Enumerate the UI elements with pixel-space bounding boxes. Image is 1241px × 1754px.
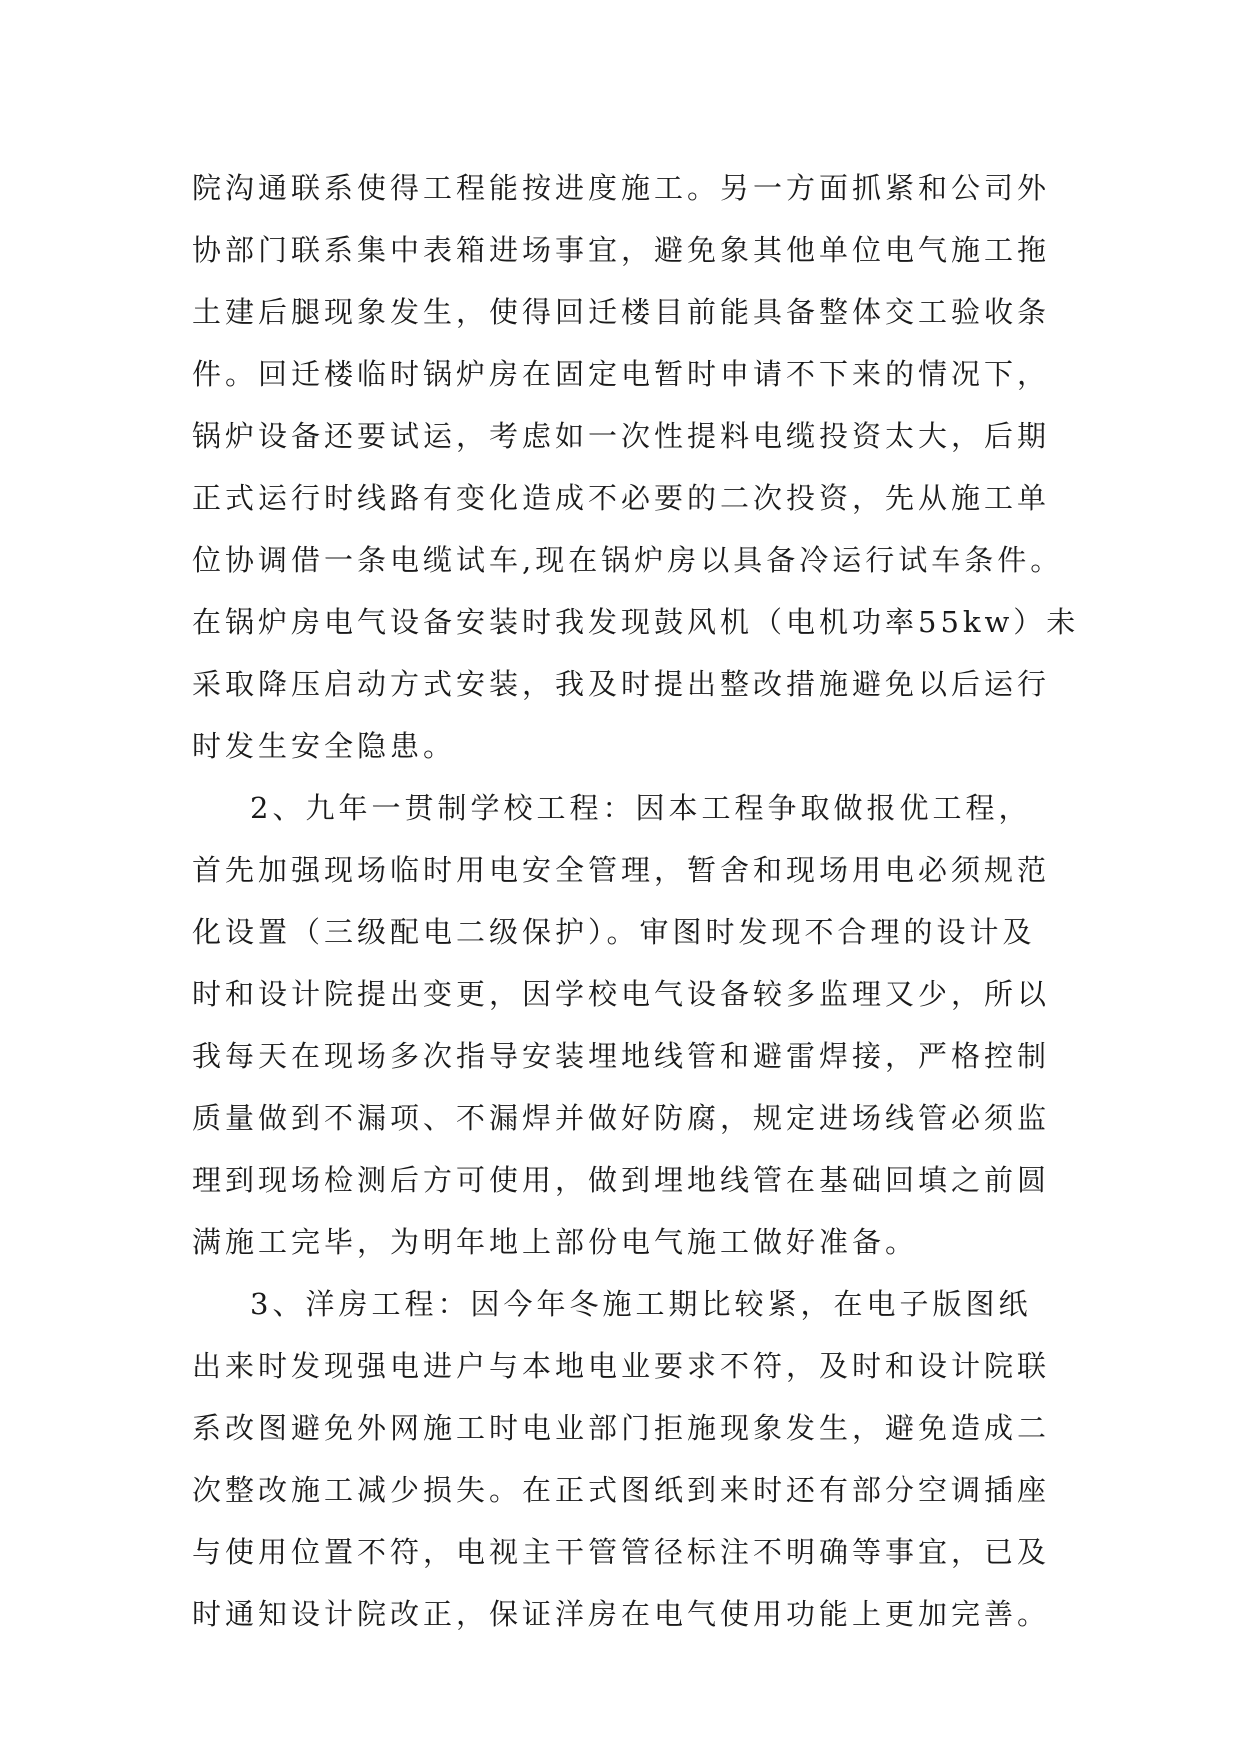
text-line: 次整改施工减少损失。在正式图纸到来时还有部分空调插座 [192,1473,1051,1507]
text-line: 理到现场检测后方可使用，做到埋地线管在基础回填之前圆 [192,1163,1051,1197]
text-line: 锅炉设备还要试运，考虑如一次性提料电缆投资太大，后期 [192,419,1051,453]
body-text [192,157,1080,1645]
text-line: 时通知设计院改正，保证洋房在电气使用功能上更加完善。 [192,1597,1051,1631]
text-line: 位协调借一条电缆试车,现在锅炉房以具备冷运行试车条件。 [192,543,1064,577]
text-line: 化设置（三级配电二级保护）。审图时发现不合理的设计及 [192,915,1036,949]
paragraph-2 [192,777,1052,1273]
text-line: 协部门联系集中表箱进场事宜，避免象其他单位电气施工拖 [192,233,1051,267]
text-line: 3、洋房工程：因今年冬施工期比较紧，在电子版图纸 [250,1287,1032,1321]
text-line: 在锅炉房电气设备安装时我发现鼓风机（电机功率55kw）未 [192,605,1080,639]
text-line: 系改图避免外网施工时电业部门拒施现象发生，避免造成二 [192,1411,1051,1445]
paragraph-3 [192,1273,1052,1645]
text-line: 时和设计院提出变更，因学校电气设备较多监理又少，所以 [192,977,1051,1011]
paragraph-1 [192,157,1080,777]
text-line: 首先加强现场临时用电安全管理，暂舍和现场用电必须规范 [192,853,1051,887]
text-line: 2、九年一贯制学校工程：因本工程争取做报优工程， [250,791,1032,825]
text-line: 满施工完毕，为明年地上部份电气施工做好准备。 [192,1225,919,1259]
text-line: 土建后腿现象发生，使得回迁楼目前能具备整体交工验收条 [192,295,1051,329]
text-line: 出来时发现强电进户与本地电业要求不符，及时和设计院联 [192,1349,1051,1383]
text-line: 采取降压启动方式安装，我及时提出整改措施避免以后运行 [192,667,1051,701]
text-line: 件。回迁楼临时锅炉房在固定电暂时申请不下来的情况下， [192,357,1051,391]
text-line: 与使用位置不符，电视主干管管径标注不明确等事宜，已及 [192,1535,1051,1569]
text-line: 院沟通联系使得工程能按进度施工。另一方面抓紧和公司外 [192,171,1051,205]
text-line: 我每天在现场多次指导安装埋地线管和避雷焊接，严格控制 [192,1039,1051,1073]
text-line: 质量做到不漏项、不漏焊并做好防腐，规定进场线管必须监 [192,1101,1051,1135]
text-line: 时发生安全隐患。 [192,729,457,763]
text-line: 正式运行时线路有变化造成不必要的二次投资，先从施工单 [192,481,1051,515]
